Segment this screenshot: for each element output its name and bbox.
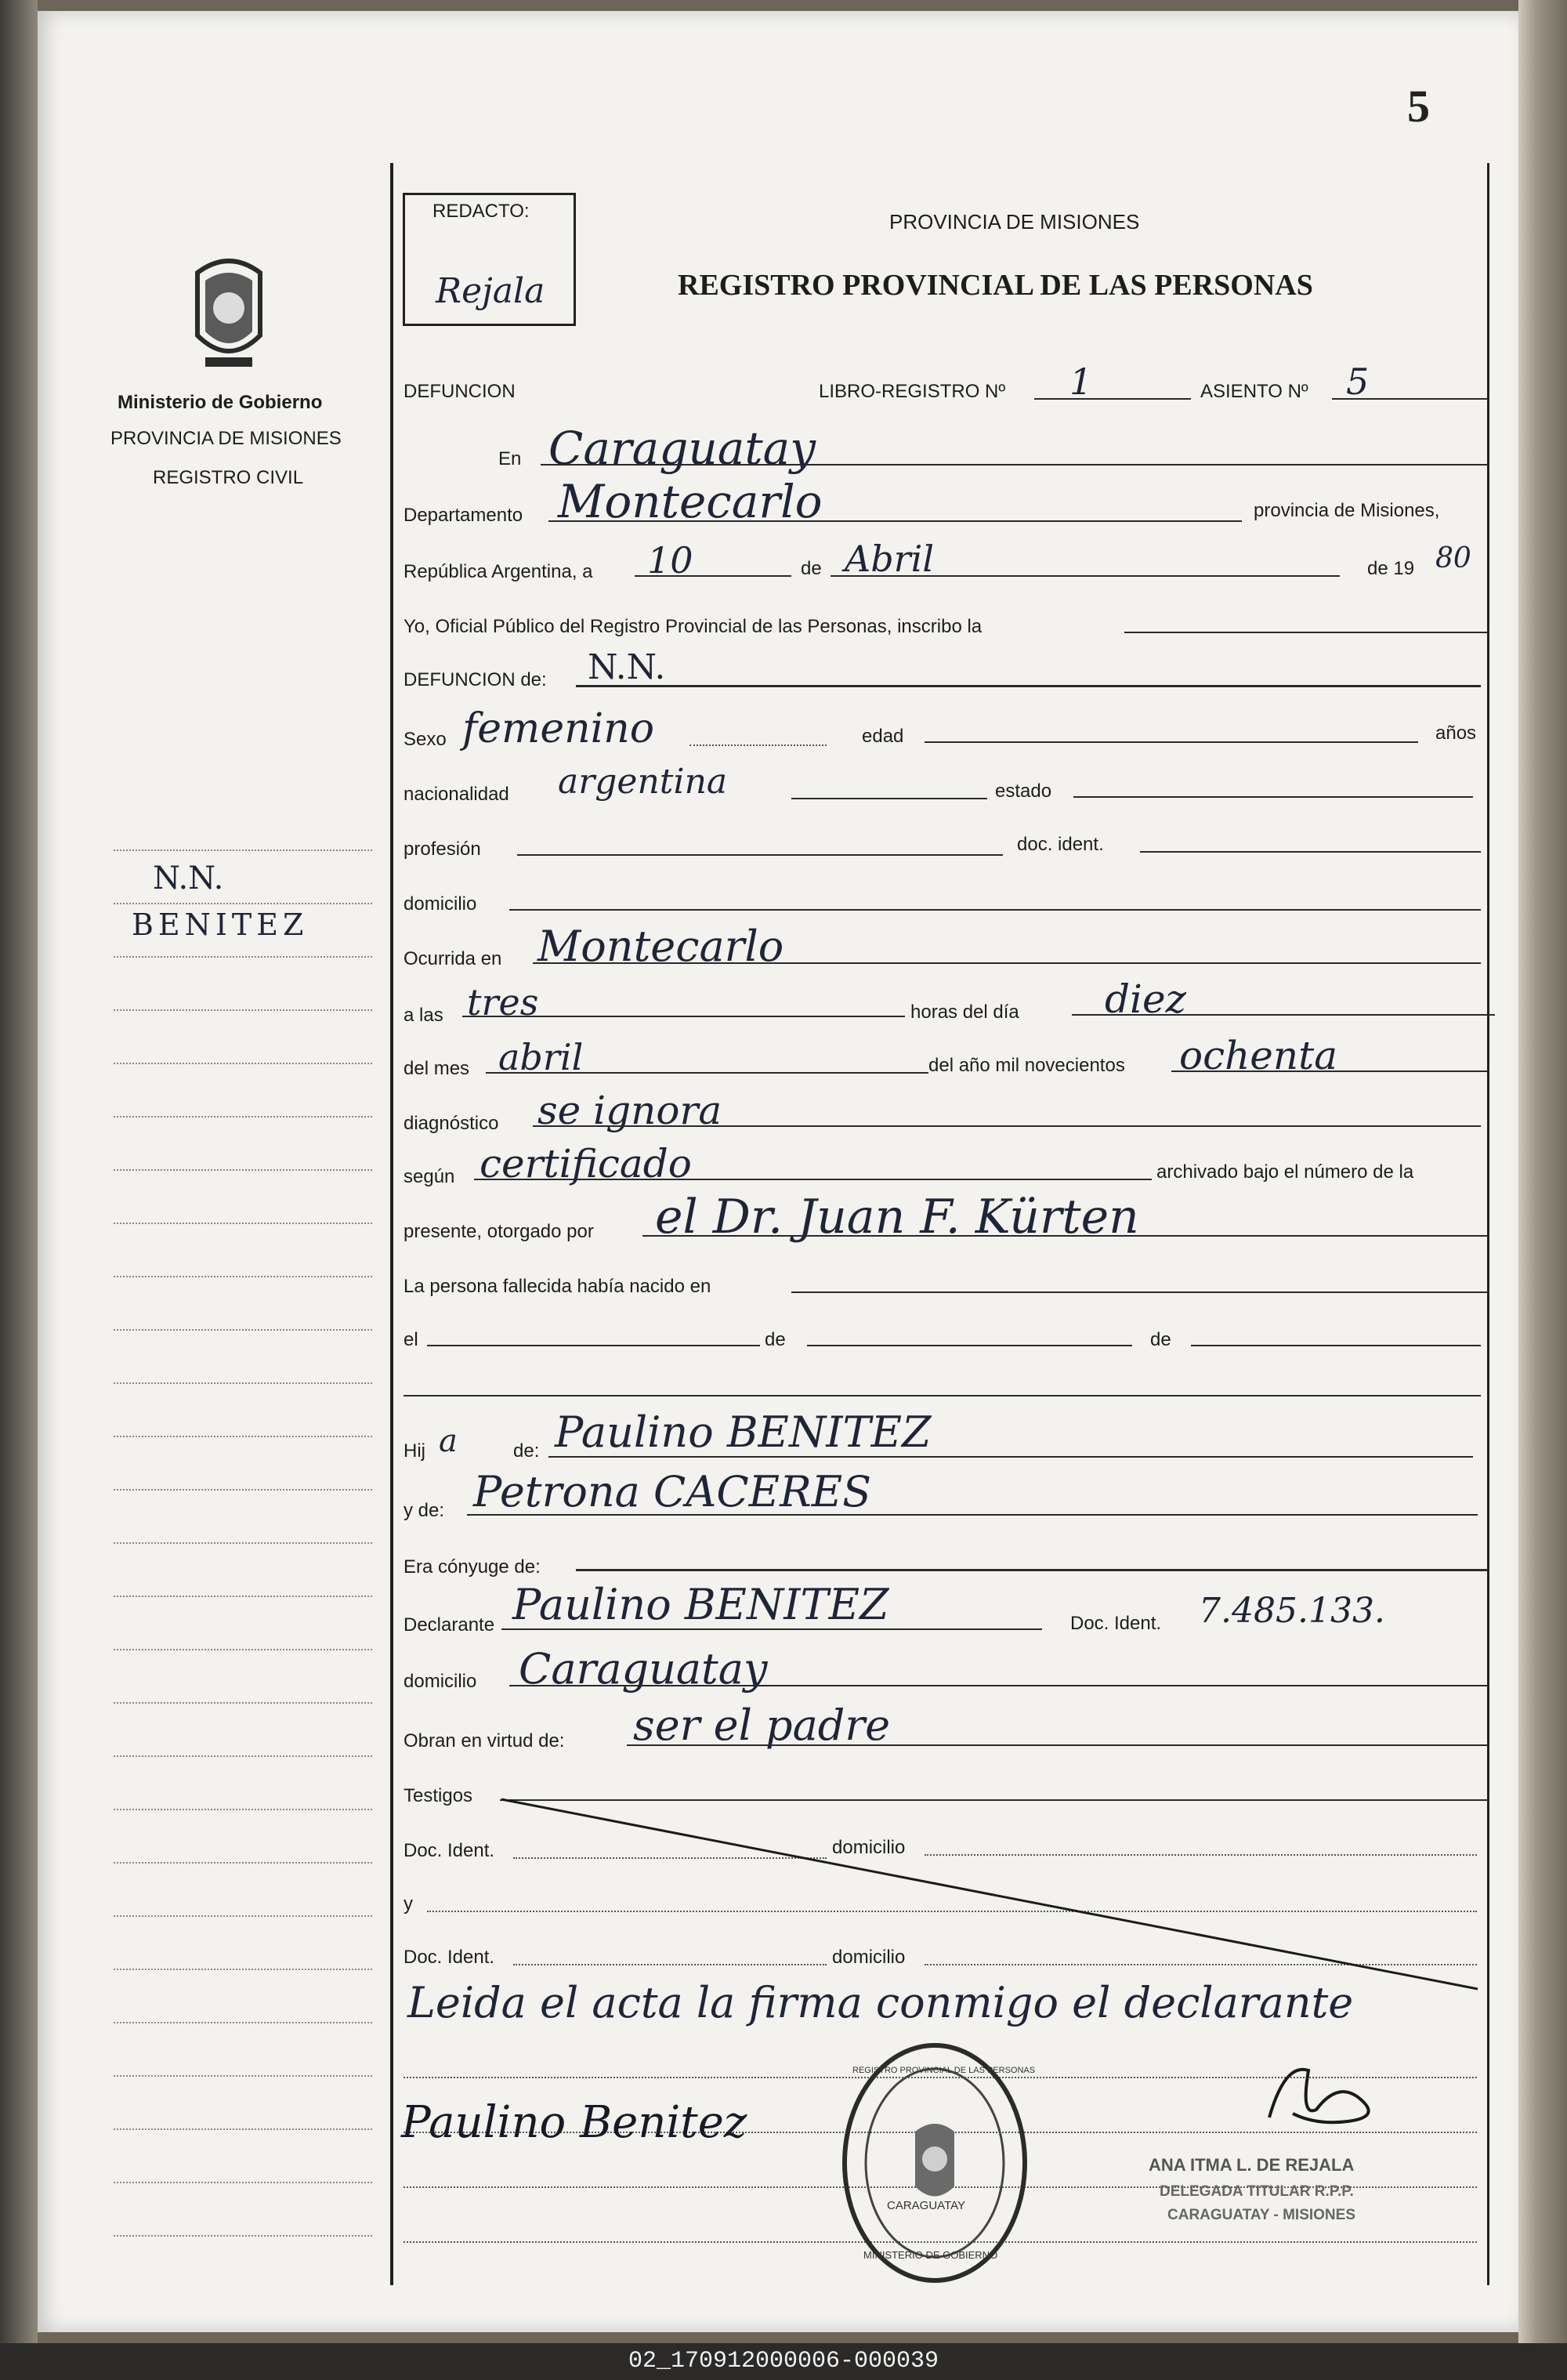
del-mes-label: del mes: [404, 1058, 470, 1079]
edad-label: edad: [862, 726, 904, 747]
obran-value: ser el padre: [633, 1701, 891, 1750]
diagnostico-value: se ignora: [537, 1088, 722, 1133]
el-label: el: [404, 1329, 418, 1350]
seal-middle-text: CARAGUATAY: [887, 2199, 966, 2212]
nacimiento-de-label-2: de: [1150, 1329, 1171, 1350]
departamento-label: Departamento: [404, 505, 523, 526]
hij-de-label: de:: [513, 1440, 540, 1462]
redacto-value: Rejala: [436, 271, 545, 311]
presente-label: presente, otorgado por: [404, 1221, 594, 1242]
mes-de-label: de: [801, 558, 822, 579]
margin-note-line1: N.N.: [153, 860, 224, 897]
oficial-text: Yo, Oficial Público del Registro Provincial de las Personas, inscribo la: [404, 616, 983, 637]
provincia-label: provincia de Misiones,: [1254, 500, 1440, 521]
header-title: REGISTRO PROVINCIAL DE LAS PERSONAS: [678, 269, 1313, 302]
defuncion-label: DEFUNCION: [404, 381, 516, 402]
declarant-signature: Paulino Benitez: [401, 2097, 747, 2148]
libro-label: LIBRO-REGISTRO Nº: [819, 381, 1006, 402]
testigo2-domicilio-label: domicilio: [832, 1947, 906, 1968]
nacionalidad-label: nacionalidad: [404, 784, 509, 805]
domicilio-label: domicilio: [404, 893, 477, 915]
official-signature-scribble-icon: [1246, 2047, 1402, 2141]
libro-value: 1: [1069, 360, 1093, 403]
testigo-y-label: y: [404, 1893, 413, 1915]
ocurrida-value: Montecarlo: [537, 922, 784, 971]
defuncion-de-value: N.N.: [588, 647, 666, 687]
sexo-label: Sexo: [404, 729, 447, 750]
conyuge-label: Era cónyuge de:: [404, 1556, 541, 1578]
sexo-value: femenino: [462, 705, 655, 752]
official-stamp-role: DELEGADA TITULAR R.P.P.: [1160, 2183, 1354, 2200]
en-value: Caraguatay: [548, 422, 816, 475]
madre-value: Petrona CACERES: [473, 1467, 872, 1516]
declarante-label: Declarante: [404, 1614, 495, 1636]
page-number: 5: [1407, 81, 1430, 132]
testigo1-domicilio-label: domicilio: [832, 1837, 906, 1858]
a-las-label: a las: [404, 1005, 443, 1026]
hij-suffix: a: [439, 1423, 458, 1459]
official-stamp-name: ANA ITMA L. DE REJALA: [1149, 2155, 1355, 2175]
departamento-value: Montecarlo: [558, 475, 823, 528]
redacto-label: REDACTO:: [432, 201, 530, 222]
header-province: PROVINCIA DE MISIONES: [889, 210, 1140, 234]
archivado-label: archivado bajo el número de la: [1156, 1161, 1414, 1183]
mes-value: Abril: [845, 538, 935, 580]
civil-registry-label: REGISTRO CIVIL: [153, 467, 304, 488]
declarante-domicilio-label: domicilio: [404, 1671, 477, 1692]
obran-label: Obran en virtud de:: [404, 1730, 565, 1751]
anio-value: 80: [1435, 542, 1471, 574]
segun-label: según: [404, 1166, 455, 1187]
declarante-value: Paulino BENITEZ: [512, 1580, 889, 1629]
y-de-label: y de:: [404, 1500, 445, 1521]
estado-label: estado: [995, 781, 1052, 802]
nacido-label: La persona fallecida había nacido en: [404, 1276, 711, 1297]
seal-top-text: REGISTRO PROVINCIAL DE LAS PERSONAS: [852, 2066, 1036, 2075]
testigos-label: Testigos: [404, 1785, 473, 1806]
declarante-doc-value: 7.485.133.: [1199, 1591, 1385, 1631]
nacionalidad-value: argentina: [558, 762, 728, 802]
del-mes-value: abril: [498, 1036, 584, 1078]
horas-label: horas del día: [910, 1002, 1019, 1023]
del-anio-label: del año mil novecientos: [928, 1055, 1125, 1076]
en-label: En: [498, 448, 522, 469]
margin-note-line2: BENITEZ: [132, 907, 309, 942]
anio-label: de 19: [1367, 558, 1415, 579]
padre-value: Paulino BENITEZ: [555, 1407, 932, 1457]
a-las-value: tres: [467, 981, 539, 1023]
anios-label: años: [1435, 723, 1477, 744]
nacimiento-de-label-1: de: [765, 1329, 786, 1350]
doc-ident-label: doc. ident.: [1017, 834, 1104, 855]
asiento-label: ASIENTO Nº: [1200, 381, 1308, 402]
official-stamp-place: CARAGUATAY - MISIONES: [1167, 2207, 1355, 2223]
seal-bottom-text: MINISTERIO DE GOBIERNO: [863, 2249, 998, 2261]
presente-value: el Dr. Juan F. Kürten: [655, 1190, 1139, 1244]
ministry-label: Ministerio de Gobierno: [118, 392, 323, 413]
republica-label: República Argentina, a: [404, 561, 593, 582]
declarante-doc-label: Doc. Ident.: [1070, 1613, 1162, 1634]
declarante-domicilio-value: Caraguatay: [519, 1644, 768, 1694]
defuncion-de-label: DEFUNCION de:: [404, 669, 547, 690]
profesion-label: profesión: [404, 839, 481, 860]
hij-label: Hij: [404, 1440, 425, 1462]
left-province-label: PROVINCIA DE MISIONES: [110, 428, 342, 449]
leida-text: Leida el acta la firma conmigo el declarante: [407, 1978, 1354, 2027]
image-filename: 02_170912000006-000039: [0, 2343, 1567, 2380]
dia-value: 10: [647, 539, 693, 581]
segun-value: certificado: [480, 1141, 692, 1186]
del-anio-value: ochenta: [1179, 1033, 1338, 1078]
ocurrida-label: Ocurrida en: [404, 948, 502, 969]
diagnostico-label: diagnóstico: [404, 1113, 499, 1134]
testigo1-doc-label: Doc. Ident.: [404, 1840, 495, 1861]
horas-value: diez: [1105, 976, 1186, 1022]
asiento-value: 5: [1346, 360, 1370, 403]
testigo2-doc-label: Doc. Ident.: [404, 1947, 495, 1968]
